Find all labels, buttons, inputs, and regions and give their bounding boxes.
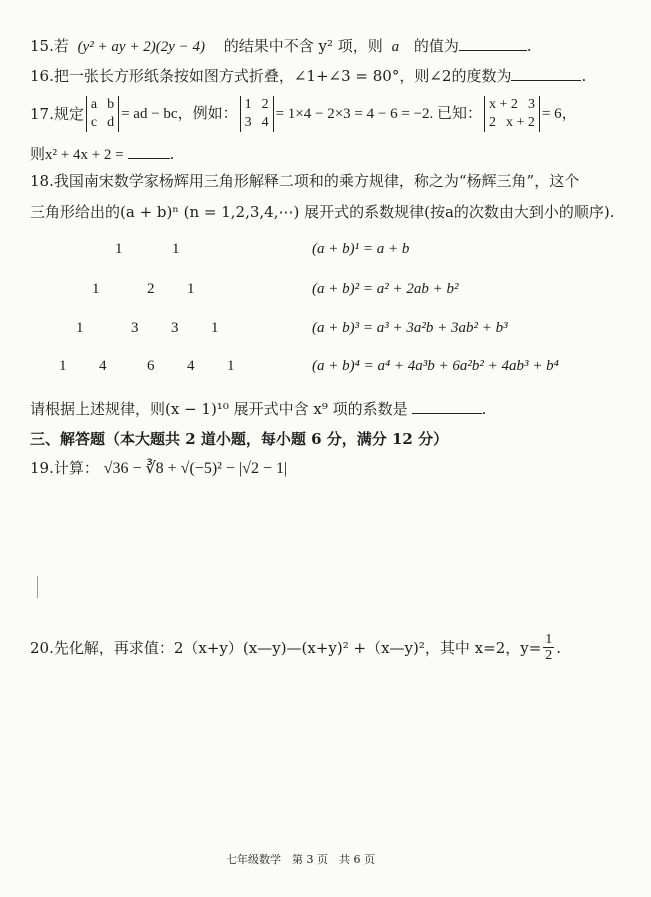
q18-ask: 请根据上述规律，则(x − 1)¹⁰ 展开式中含 x⁹ 项的系数是 <box>30 400 408 418</box>
triangle-r1-c1: 1 <box>115 241 123 257</box>
q16-number: 16. <box>30 67 54 85</box>
expansion-3: (a + b)³ = a³ + 3a²b + 3ab² + b³ <box>312 320 508 336</box>
q15-number: 15. <box>30 37 54 55</box>
section-3-heading: 三、解答题（本大题共 2 道小题，每小题 6 分，满分 12 分） <box>30 430 449 448</box>
q16-text: 把一张长方形纸条按如图方式折叠，∠1+∠3 = 80°，则∠2的度数为 <box>53 67 512 85</box>
q18-answer-blank[interactable] <box>412 399 482 414</box>
triangle-r4-c4: 4 <box>187 358 195 374</box>
q18-line1: 18.我国南宋数学家杨辉用三角形解释二项和的乘方规律，称之为“杨辉三角”，这个 <box>30 172 580 190</box>
q19-lead: 计算： <box>53 459 99 477</box>
page-footer: 七年级数学 第 3 页 共 6 页 <box>226 853 375 866</box>
question-16 <box>30 66 586 85</box>
question-15 <box>30 36 532 56</box>
q17-period: . <box>169 145 175 163</box>
triangle-r3-c4: 1 <box>211 320 219 336</box>
triangle-r3-c2: 3 <box>131 320 139 336</box>
fraction-one-half: $\frac{1}{2}$ <box>545 632 553 663</box>
q20-number: 20. <box>30 638 54 657</box>
determinant-given: x + 2 3 2 x + 2 <box>484 96 540 132</box>
q17-answer-blank[interactable] <box>128 144 170 159</box>
triangle-r4-c2: 4 <box>99 358 107 374</box>
q19-expression: √36 − ∛8 + √(−5)² − |√2 − 1| <box>103 460 288 477</box>
expansion-2: (a + b)² = a² + 2ab + b² <box>312 281 459 297</box>
q15-expression: (y² + ay + 2)(2y − 4) <box>77 39 205 55</box>
q17-number: 17. <box>30 105 54 123</box>
determinant-definition: a b c d <box>86 96 119 132</box>
q18-line2: 三角形给出的(a + b)ⁿ (n = 1,2,3,4,⋯) 展开式的系数规律(按a的次数由大到小的顺序). <box>30 203 615 221</box>
triangle-r4-c3: 6 <box>147 358 155 374</box>
triangle-r1-c2: 1 <box>172 241 180 257</box>
triangle-r2-c2: 2 <box>147 281 155 297</box>
q15-suffix: 的值为 <box>413 37 459 55</box>
question-17 <box>30 96 577 132</box>
triangle-r2-c3: 1 <box>187 281 195 297</box>
question-19 <box>30 459 287 478</box>
q17-example: = 1×4 − 2×3 = 4 − 6 = −2. 已知： <box>275 106 483 122</box>
q17-definition: = ad − bc，例如： <box>121 106 238 122</box>
triangle-r3-c1: 1 <box>76 320 84 336</box>
scan-mark <box>37 576 38 598</box>
q17-lead: 规定 <box>53 105 84 123</box>
expansion-1: (a + b)¹ = a + b <box>312 241 410 257</box>
determinant-example: 1 2 3 4 <box>240 96 274 132</box>
triangle-r4-c5: 1 <box>227 358 235 374</box>
q15-period: . <box>526 37 532 55</box>
q15-variable: a <box>391 39 400 55</box>
q15-prefix: 若 <box>53 37 69 55</box>
q15-middle: 的结果中不含 y² 项，则 <box>223 37 383 55</box>
expansion-4: (a + b)⁴ = a⁴ + 4a³b + 6a²b² + 4ab³ + b⁴ <box>312 358 559 374</box>
q20-period: . <box>556 638 562 657</box>
triangle-r4-c1: 1 <box>59 358 67 374</box>
question-20 <box>30 632 561 663</box>
q18-period: . <box>481 400 487 418</box>
q18-question <box>30 399 486 418</box>
triangle-r3-c3: 3 <box>171 320 179 336</box>
q16-period: . <box>581 67 587 85</box>
q20-text: 先化解，再求值：2（x+y）(x—y)—(x+y)² +（x—y)²，其中 x=2，y= <box>53 638 542 657</box>
q19-number: 19. <box>30 459 54 477</box>
q15-answer-blank[interactable] <box>459 36 527 51</box>
question-17-line2 <box>30 144 174 164</box>
q17-given: = 6， <box>541 106 577 122</box>
triangle-r2-c1: 1 <box>92 281 100 297</box>
q17-ask: 则x² + 4x + 2 = <box>30 147 124 163</box>
q16-answer-blank[interactable] <box>511 66 581 81</box>
